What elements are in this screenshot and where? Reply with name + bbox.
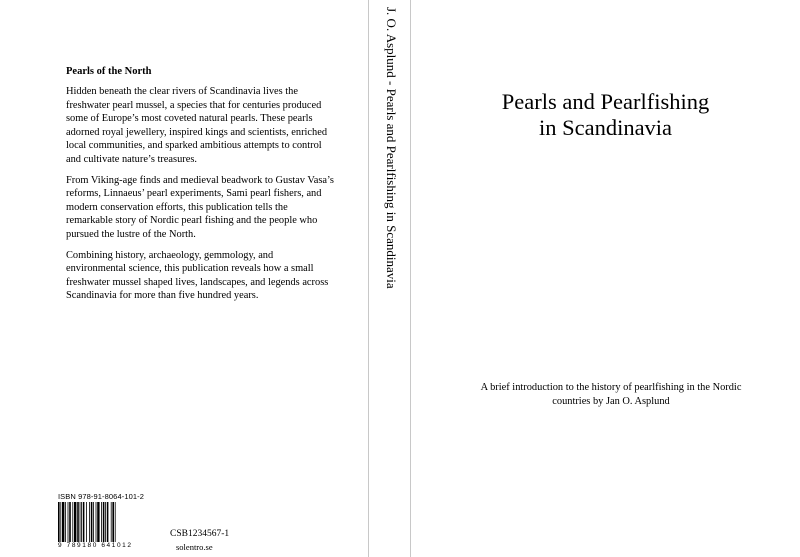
barcode-digits: 9 789180 641012	[58, 542, 133, 549]
publisher-website: solentro.se	[176, 542, 213, 552]
barcode	[58, 502, 140, 542]
spine	[368, 0, 410, 557]
back-cover-blurb	[66, 85, 334, 310]
spine-text: J. O. Asplund - Pearls and Pearlfishing in Scandinavia	[384, 7, 399, 289]
front-cover	[411, 0, 800, 557]
catalog-number: CSB1234567-1	[170, 529, 230, 539]
blurb-paragraph: From Viking-age finds and medieval beadwork to Gustav Vasa’s reforms, Linnaeus’ pearl experiments, Sami pearl fishers, and modern conservation efforts, this publication tells the remarkable story of Nordic pearl fishing and the people who pursued the lustre of the North.	[66, 174, 334, 240]
back-cover-heading: Pearls of the North	[66, 66, 152, 77]
book-title	[411, 89, 800, 141]
book-title-line: Pearls and Pearlfishing	[501, 89, 710, 114]
blurb-paragraph: Hidden beneath the clear rivers of Scandinavia lives the freshwater pearl mussel, a species that for centuries produced some of Europe’s most coveted natural pearls. These pearls adorned royal jewellery, inspired kings and scientists, enriched local communities, and sparked ambitious attempts to control and cultivate nature’s treasures.	[66, 86, 328, 165]
blurb-paragraph: Combining history, archaeology, gemmology, and environmental science, this publication reveals how a small freshwater mussel shaped lives, landscapes, and legends across Scandinavia for more than five hundred years.	[66, 249, 329, 302]
back-cover	[0, 0, 368, 557]
isbn-label: ISBN 978-91-8064-101-2	[58, 492, 145, 501]
book-subtitle: A brief introduction to the history of pearlfishing in the Nordic countries by Jan O. Asplund	[480, 382, 742, 407]
book-title-line: in Scandinavia	[538, 115, 673, 140]
